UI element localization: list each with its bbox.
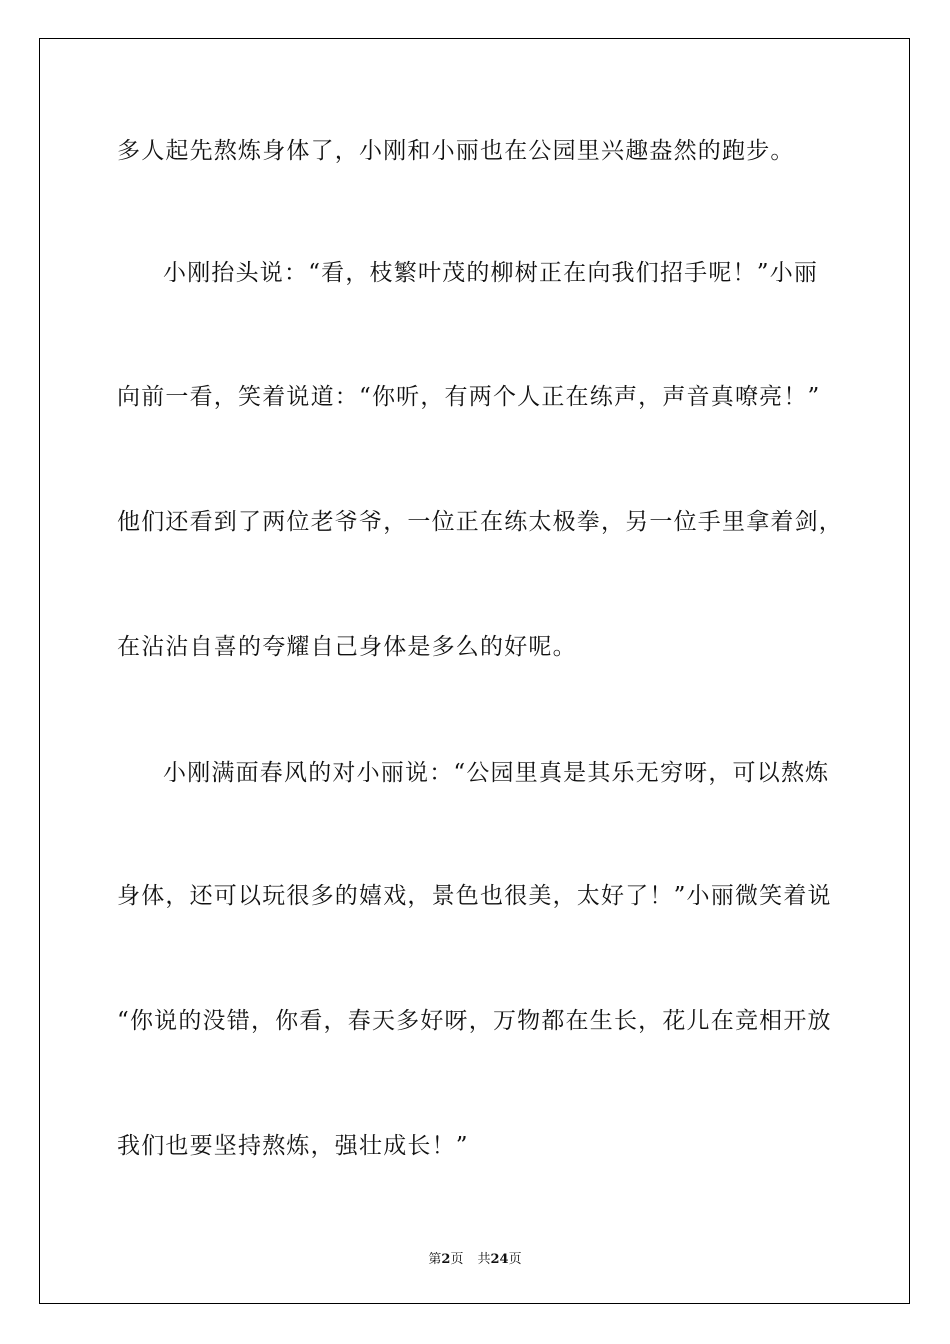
text-line-2: 小刚抬头说：“看，枝繁叶茂的柳树正在向我们招手呢！”小丽 xyxy=(163,260,819,286)
page-prefix: 第 xyxy=(428,1252,442,1267)
text-line-4: 他们还看到了两位老爷爷，一位正在练太极拳，另一位手里拿着剑， xyxy=(117,509,843,535)
page-number: 2 xyxy=(441,1252,451,1267)
text-line-3: 向前一看，笑着说道：“你听，有两个人正在练声，声音真嘹亮！” xyxy=(117,384,821,410)
text-line-1: 多人起先熬炼身体了，小刚和小丽也在公园里兴趣盎然的跑步。 xyxy=(117,138,795,164)
text-line-7: 身体，还可以玩很多的嬉戏，景色也很美，太好了！”小丽微笑着说 xyxy=(117,883,832,909)
text-line-9: 我们也要坚持熬炼，强壮成长！” xyxy=(117,1133,469,1159)
page-suffix: 页 xyxy=(450,1252,464,1267)
text-line-6: 小刚满面春风的对小丽说：“公园里真是其乐无穷呀，可以熬炼 xyxy=(163,760,830,786)
total-prefix: 共 xyxy=(477,1252,491,1267)
total-suffix: 页 xyxy=(508,1252,522,1267)
total-pages: 24 xyxy=(490,1252,509,1267)
page-footer xyxy=(0,1248,950,1267)
text-line-8: “你说的没错，你看，春天多好呀，万物都在生长，花儿在竞相开放 xyxy=(117,1008,832,1034)
text-line-5: 在沾沾自喜的夸耀自己身体是多么的好呢。 xyxy=(117,634,577,660)
page-border xyxy=(39,38,910,1304)
